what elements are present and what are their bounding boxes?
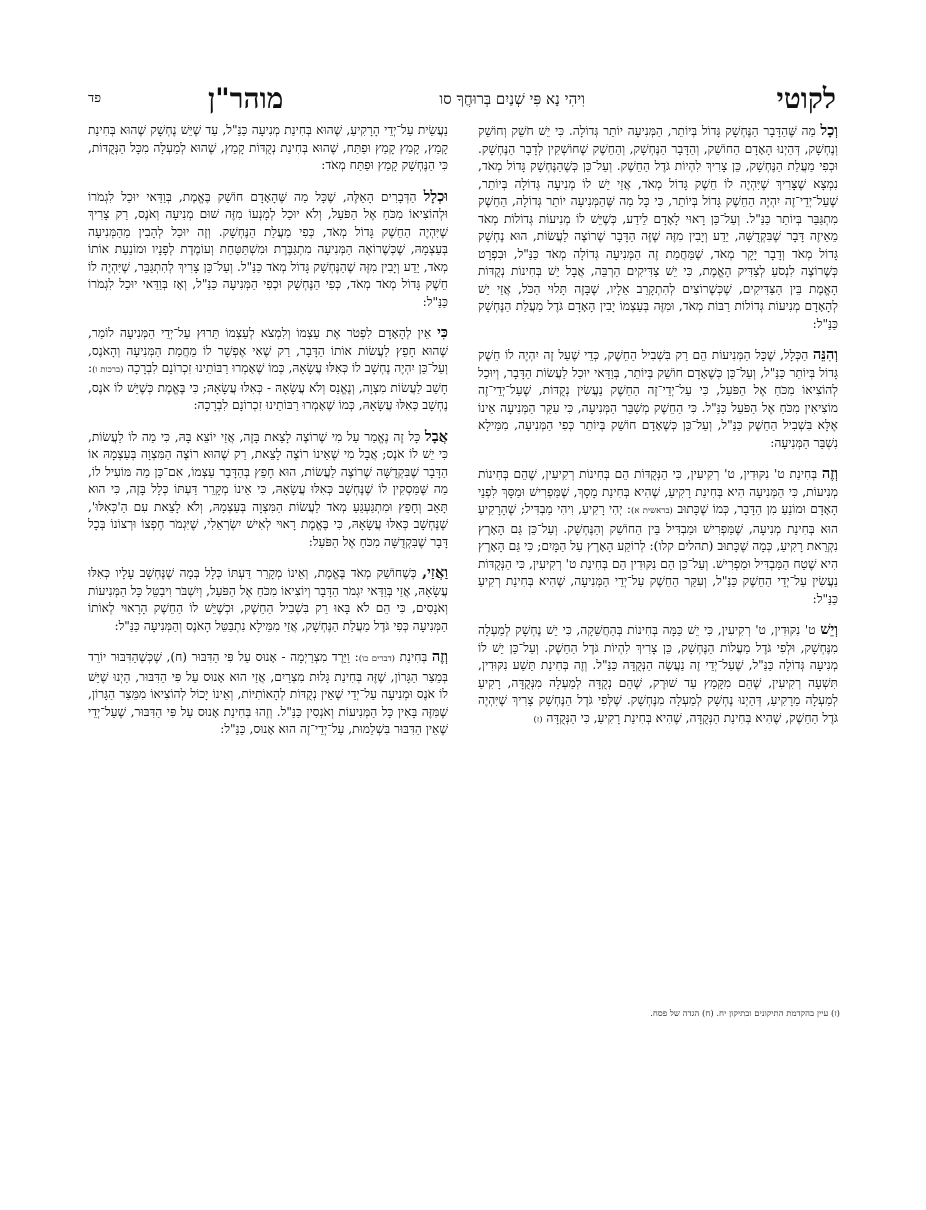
paragraph <box>88 122 448 175</box>
paragraph-lead-word: וְכָל <box>820 122 838 139</box>
paragraph-text-continued: : וַיֵּרֶד מִצְרַיְמָה - אָנוּס עַל פִּי הַדִּבּוּר (ח), שֶׁכְּשֶׁהַדִּבּוּר יוֹרֵד בְּמֵצַר הַגָּרוֹן, שֶׁזֶּה בְּחִינַת גָּלוּת מִצְרַיִם, אֲזַי הוּא אָנוּס עַל פִּי הַדִּבּוּר, הַיְנוּ שֶׁיֵּשׁ לוֹ אֹנֶס וּמְנִיעָה עַל־יְדֵי שֶׁאֵין נְקֻדּוֹת לְהָאוֹתִיּוֹת, וְאֵינוֹ יָכוֹל לְהוֹצִיאוֹ מִמֵּצַר הַגָּרוֹן, שֶׁמִּזֶּה בָּאִין כָּל הַמְּנִיעוֹת וְאֹנְסִין כַּנַּ"ל. וְזֶהוּ בְּחִינַת אָנוּס עַל פִּי הַדִּבּוּר, שֶׁעַל־יְדֵי שֶׁאֵין הַדִּבּוּר בִּשְׁלֵמוּת, עַל־יְדֵי־זֶה הוּא אָנוּס, כַּנַּ"ל: <box>88 650 448 736</box>
book-title: לקוטי <box>776 82 836 115</box>
paragraph-lead-word: אֲבָל <box>424 427 448 445</box>
paragraph <box>88 188 448 312</box>
footnote: (ז) עיין בהקדמת התיקונים ובתיקון יח. (ח) הגדה של פסח. <box>650 1009 840 1019</box>
paragraph-lead-word: וְזֶה <box>431 648 448 665</box>
paragraph <box>88 648 448 739</box>
paragraph <box>478 122 838 333</box>
paragraph-lead-word: כִּי <box>437 324 448 341</box>
source-citation: (בראשית א) <box>631 506 673 516</box>
paragraph-text: כָּל זֶה נֶאֱמַר עַל מִי שֶׁרוֹצֶה לָצֵאת בָּזֶה, אֲזַי יוֹצֵא בָּהּ, כִּי מַה לוֹ לַעֲשׂוֹת, כִּי יֵשׁ לוֹ אֹנֶס; אֲבָל מִי שֶׁאֵינוֹ רוֹצֶה לָצֵאת, רַק שֶׁהוּא רוֹצֶה הַמִּצְוָה בְּעַצְמָהּ אוֹ הַדָּבָר שֶׁבִּקְדֻשָּׁה שֶׁרוֹצֶה לַעֲשׂוֹת, הוּא חָפֵץ בְּהַדָּבָר עַצְמוֹ, אִם־כֵּן מַה מּוֹעִיל לוֹ, מַה שֶּׁמַּסְקִין לוֹ שֶׁנֶּחְשָׁב כְּאִלּוּ עֲשָׂאָהּ, כִּי אֵינוֹ מְקָרֵר דַּעְתּוֹ כְּלָל בָּזֶה, כִּי הוּא תָּאֵב וְחָפֵץ וּמִתְגַּעְגֵּעַ מְאֹד לַעֲשׂוֹת הַמִּצְוָה בְּעַצְמָהּ, וְלֹא לָצֵאת עִם הַ'כְּאִלּוּ', שֶׁנֶּחְשָׁב כְּאִלּוּ עֲשָׂאָהּ, כִּי בֶּאֱמֶת רָאוּי לְאִישׁ יִשְׂרְאֵלִי, שֶׁיִּגְמֹר חֶפְצוֹ וּרְצוֹנוֹ בְּכָל דָּבָר שֶׁבִּקְדֻשָּׁה מִכֹּחַ אֶל הַפֹּעַל: <box>88 429 448 549</box>
paragraph-text-continued: : יְהִי רָקִיעַ, וִיהִי מַבְדִּיל; שֶׁהָרָקִיעַ הוּא בְּחִינַת מְנִיעָה, שֶׁמַּפְרִישׁ וּמַבְדִּיל בֵּין הַחוֹשֵׁק וְהַנֶּחְשָׁק. וְעַל־כֵּן גַּם הָאָרֶץ נִקְרֵאת רָקִיעַ, כְּמָה שֶׁכָּתוּב (תהלים קלו): לְרוֹקַע הָאָרֶץ עַל הַמָּיִם; כִּי גַּם הָאָרֶץ הִיא שֶׁטַח הַמַּבְדִּיל וּמַפְרִישׁ. וְעַל־כֵּן הֵם נִקּוּדִין הֵם בְּחִינַת ט' רְקִיעִין, כִּי הַנְּקֻדּוֹת נַעֲשִׂין עַל־יְדֵי הַחֵשֶׁק כַּנַּ"ל, וְעִקַּר הַחֵשֶׁק עַל־יְדֵי הַמְּנִיעָה, שֶׁהִיא בְּחִינַת רְקִיעַ כַּנַּ"ל: <box>478 502 838 606</box>
paragraph-text: בְּחִינַת <box>399 650 432 664</box>
page-number: פד <box>88 91 102 106</box>
paragraph-text: ט' נִקּוּדִין, ט' רְקִיעִין, כִּי יֵשׁ כַּמָּה בְּחִינוֹת בְּהַחֲשֵׁקָה, כִּי יֵשׁ נֶחְשָׁק לְמַעְלָה מִנֶּחְשָׁק, וּלְפִי גֹּדֶל מַעֲלוֹת הַנֶּחְשָׁק, כֵּן צָרִיךְ לִהְיוֹת גֹּדֶל הַחֵשֶׁק. וְעַל־כֵּן יֵשׁ לוֹ מְנִיעָה גְּדוֹלָה כַּנַּ"ל, שֶׁעַל־יְדֵי זֶה נַעֲשָׂה הַנְּקֻדָּה כַּנַּ"ל. וְזֶה בְּחִינַת תֵּשַׁע נִקּוּדִין, תִּשְׁעָה רְקִיעִין, שֶׁהֵם מִקָּמַץ עַד שׁוּרֶק, שֶׁהֵם נְקֻדָּה לְמַעְלָה מִנְּקֻדָּה, רָקִיעַ לְמַעְלָה מֵרָקִיעַ, דְּהַיְנוּ נֶחְשָׁק לְמַעְלָה מִנֶּחְשָׁק. שֶׁלְּפִי גֹּדֶל הַנֶּחְשָׁק צָרִיךְ שֶׁיִּהְיֶה גֹּדֶל הַחֵשֶׁק, שֶׁהִיא בְּחִינַת הַנְּקֻדָּה, שֶׁהִיא בְּחִינַת רָקִיעַ, כִּי הַנְּקֻדָּה <box>478 623 838 725</box>
footnote-marker: (ז) <box>533 714 543 725</box>
paragraph <box>478 621 838 729</box>
paragraph-lead-word: וְיֵשׁ <box>820 621 838 638</box>
left-column <box>88 122 448 1002</box>
paragraph <box>478 465 838 608</box>
source-citation: (ברכות ו) <box>92 365 124 375</box>
paragraph-text: מַה שֶּׁהַדָּבָר הַנֶּחְשָׁק גָּדוֹל בְּיוֹתֵר, הַמְּנִיעָה יוֹתֵר גְּדוֹלָה. כִּי יֵשׁ חֹשֵׁק וְחוֹשֵׁק וְנֶחְשָׁק, דְּהַיְנוּ הָאָדָם הַחוֹשֵׁק, וְהַדָּבָר הַנֶּחְשָׁק, וְהַחֵשֶׁק שֶׁחוֹשְׁקִין לְדָבָר הַנֶּחְשָׁק. וּכְפִי מַעֲלַת הַנֶּחְשָׁק, כֵּן צָרִיךְ לִהְיוֹת גֹּדֶל הַחֵשֶׁק. וְעַל־כֵּן כְּשֶׁהַנֶּחְשָׁק גָּדוֹל מְאֹד, נִמְצָא שֶׁצָּרִיךְ שֶׁיִּהְיֶה לוֹ חֵשֶׁק גָּדוֹל מְאֹד, אֲזַי יֵשׁ לוֹ מְנִיעָה גְּדוֹלָה בְּיוֹתֵר, שֶׁעַל־יְדֵי־זֶה יִהְיֶה הַחֵשֶׁק גָּדוֹל בְּיוֹתֵר, כִּי כָּל מַה שֶּׁהַמְּנִיעָה יוֹתֵר גְּדוֹלָה, הַחֵשֶׁק מִתְגַּבֵּר בְּיוֹתֵר כַּנַּ"ל. וְעַל־כֵּן רָאוּי לָאָדָם לֵידַע, כְּשֶׁיֵּשׁ לוֹ מְנִיעוֹת גְּדוֹלוֹת מְאֹד מֵאֵיזֶה דָּבָר שֶׁבִּקְדֻשָּׁה, יֵדַע וְיָבִין מִזֶּה שֶׁזֶּה הַדָּבָר שֶׁרוֹצֶה לַעֲשׂוֹת, הוּא נֶחְשָׁק גָּדוֹל מְאֹד וְדָבָר יָקָר מְאֹד, שֶׁמֵּחֲמַת זֶה הַמְּנִיעָה גְּדוֹלָה מְאֹד כַּנַּ"ל, וּבִפְרָט כְּשֶׁרוֹצֶה לִנְסֹעַ לְצַדִּיק הָאֱמֶת, כִּי יֵשׁ צַדִּיקִים הַרְבֵּה, אֲבָל יֵשׁ בְּחִינוֹת נְקֻדּוֹת הָאֱמֶת בֵּין הַצַּדִּיקִים, שֶׁכְּשֶׁרוֹצִים לְהִתְקָרֵב אֵלָיו, שֶׁבָּזֶה תָּלוּי הַכֹּל, אֲזַי יֵשׁ לְהָאָדָם מְנִיעוֹת גְּדוֹלוֹת רַבּוֹת מְאֹד, וּמִזֶּה בְּעַצְמוֹ יָבִין הָאָדָם גֹּדֶל מַעֲלַת הַנֶּחְשָׁק כַּנַּ"ל: <box>478 124 838 331</box>
paragraph-text: בְּחִינַת ט' נִקּוּדִין, ט' רְקִיעִין, כִּי הַנְּקֻדּוֹת הֵם בְּחִינוֹת רְקִיעִין, שֶׁהֵם בְּחִינוֹת מְנִיעוֹת, כִּי הַמְּנִיעָה הִיא בְּחִינַת רָקִיעַ, שֶׁהִיא בְּחִינַת מָסָךְ, שֶׁמַּפְרִישׁ וּמַסָּךְ לִפְנֵי הָאָדָם וּמוֹנֵעַ מִן הַדָּבָר, כְּמוֹ שֶׁכָּתוּב <box>478 467 838 516</box>
paragraph-text: אֵין לְהָאָדָם לִפְטֹר אֶת עַצְמוֹ וְלִמְצֹא לְעַצְמוֹ תֵּרוּץ עַל־יְדֵי הַמְּנִיעָה לוֹמַר, שֶׁהוּא חָפֵץ לַעֲשׂוֹת אוֹתוֹ הַדָּבָר, רַק שֶׁאִי אֶפְשָׁר לוֹ מֵחֲמַת הַמְּנִיעָה וְהָאֹנֶס, וְעַל־כֵּן יִהְיֶה נֶחְשָׁב לוֹ כְּאִלּוּ עֲשָׂאָהּ, כְּמוֹ שֶׁאָמְרוּ רַבּוֹתֵינוּ זִכְרוֹנָם לִבְרָכָה <box>88 326 448 375</box>
right-column <box>478 122 838 1002</box>
paragraph <box>88 564 448 635</box>
author-title: מוהר"ן <box>208 82 284 115</box>
source-citation: (דברים כו) <box>358 654 395 664</box>
running-head: וִיהִי נָא פִּי שְׁנַיִם בְּרוּחֲךָ סו <box>439 90 585 108</box>
paragraph <box>478 346 838 452</box>
paragraph-text: הַדְּבָרִים הָאֵלֶּה, שֶׁכָּל מַה שֶּׁהָאָדָם חוֹשֵׁק בֶּאֱמֶת, בְּוַדַּאי יוּכַל לִגְמֹרוֹ וּלְהוֹצִיאוֹ מִכֹּחַ אֶל הַפֹּעַל, וְלֹא יוּכַל לְמָנְעוֹ מִזֶּה שׁוּם מְנִיעָה וְאֹנֶס, רַק צָרִיךְ שֶׁיִּהְיֶה הַחֵשֶׁק גָּדוֹל מְאֹד, כְּפִי מַעֲלַת הַנֶּחְשָׁק. וְזֶה יוּכַל לְהָבִין מֵהַמְּנִיעָה בְּעַצְמָהּ, שֶׁכְּשֶׁרוֹאֶה הַמְּנִיעָה מִתְגַּבֶּרֶת וּמִשְׁתַּטַּחַת וְעוֹמֶדֶת לְפָנָיו וּמוֹנַעַת אוֹתוֹ מְאֹד, יֵדַע וְיָבִין מִזֶּה שֶׁהַנֶּחְשָׁק גָּדוֹל מְאֹד כַּנַּ"ל. וְעַל־כֵּן צָרִיךְ לְהִתְגַּבֵּר, שֶׁיִּהְיֶה לוֹ חֵשֶׁק גָּדוֹל מְאֹד מְאֹד, כְּפִי הַנֶּחְשָׁק וּכְפִי הַמְּנִיעָה כַּנַּ"ל, וְאָז בְּוַדַּאי יוּכַל לִגְמֹרוֹ כַּנַּ"ל: <box>88 189 448 309</box>
paragraph-lead-word: וְהִנֵּה <box>812 346 838 363</box>
paragraph-text: נַעֲשֵׂית עַל־יְדֵי הָרָקִיעַ, שֶׁהוּא בְּחִינַת מְנִיעָה כַּנַּ"ל, עַד שֶׁיֵּשׁ נֶחְשָׁק שֶׁהוּא בְּחִינַת קָמַץ, קָמַץ קָמַץ וּפַתַּח, שֶׁהוּא בְּחִינַת נְקֻדּוֹת קָמַץ, שֶׁהוּא לְמַעְלָה מִכָּל הַנְּקֻדּוֹת, כִּי הַנֶּחְשָׁק קָמַץ וּפַתַּח מְאֹד: <box>88 123 448 172</box>
page-header <box>88 82 840 116</box>
paragraph <box>88 324 448 415</box>
paragraph-lead-word: וְזֶה <box>821 465 838 482</box>
paragraph-text: הַכְּלָל, שֶׁכָּל הַמְּנִיעוֹת הֵם רַק בִּשְׁבִיל הַחֵשֶׁק, כְּדֵי שֶׁעַל זֶה יִהְיֶה לוֹ חֵשֶׁק גָּדוֹל בְּיוֹתֵר כַּנַּ"ל, וְעַל־כֵּן כְּשֶׁאָדָם חוֹשֵׁק בְּיוֹתֵר, בְּוַדַּאי יוּכַל לַעֲשׂוֹת הַדָּבָר, וְיוּכַל לְהוֹצִיאוֹ מִכֹּחַ אֶל הַפֹּעַל, כִּי עַל־יְדֵי־זֶה הַחֵשֶׁק נַעֲשִׂין נְקֻדּוֹת, שֶׁעַל־יְדֵי־זֶה מוֹצִיאִין מִכֹּחַ אֶל הַפֹּעַל כַּנַּ"ל. כִּי הַחֵשֶׁק מְשַׁבֵּר הַמְּנִיעָה, כִּי עִקַּר הַמְּנִיעָה אֵינוֹ אֶלָּא בִּשְׁבִיל הַחֵשֶׁק כַּנַּ"ל, וְעַל־כֵּן כְּשֶׁאָדָם חוֹשֵׁק בְּיוֹתֵר כְּפִי הַמְּנִיעָה, מִמֵּילָא נִשְׁבַּר הַמְּנִיעָה: <box>478 348 838 450</box>
paragraph-text: כְּשֶׁחוֹשֵׁק מְאֹד בֶּאֱמֶת, וְאֵינוֹ מְקָרֵר דַּעְתּוֹ כְּלָל בְּמָה שֶׁנֶּחְשָׁב עָלָיו כְּאִלּוּ עֲשָׂאָהּ, אֲזַי בְּוַדַּאי יִגְמֹר הַדָּבָר וְיוֹצִיאוֹ מִכֹּחַ אֶל הַפֹּעַל, וְיִשְׁבֹּר וִיבַטֵּל כָּל הַמְּנִיעוֹת וְאֹנָסִים, כִּי הֵם לֹא בָּאוּ רַק בִּשְׁבִיל הַחֵשֶׁק, וּכְשֶׁיֵּשׁ לוֹ הַחֵשֶׁק הָרָאוּי לְאוֹתוֹ הַמְּנִיעָה כְּפִי גֹּדֶל מַעֲלַת הַנֶּחְשָׁק, אֲזַי מִמֵּילָא נִתְבַּטֵּל הָאֹנֶס וְהַמְּנִיעָה כַּנַּ"ל: <box>88 566 448 633</box>
paragraph <box>88 428 448 552</box>
paragraph-lead-word: וַאֲזַי, <box>422 564 448 581</box>
paragraph-text-continued: : חָשַׁב לַעֲשׂוֹת מִצְוָה, וְנֶאֱנַס וְלֹא עֲשָׂאָהּ - כְּאִלּוּ עֲשָׂאָהּ; כִּי בֶּאֱמֶת כְּשֶׁיֵּשׁ לוֹ אֹנֶס, נֶחְשָׁב כְּאִלּוּ עֲשָׂאָהּ, כְּמוֹ שֶׁאָמְרוּ רַבּוֹתֵינוּ זִכְרוֹנָם לִבְרָכָה: <box>88 361 448 412</box>
paragraph-lead-word: וּכְלָל <box>423 187 448 205</box>
